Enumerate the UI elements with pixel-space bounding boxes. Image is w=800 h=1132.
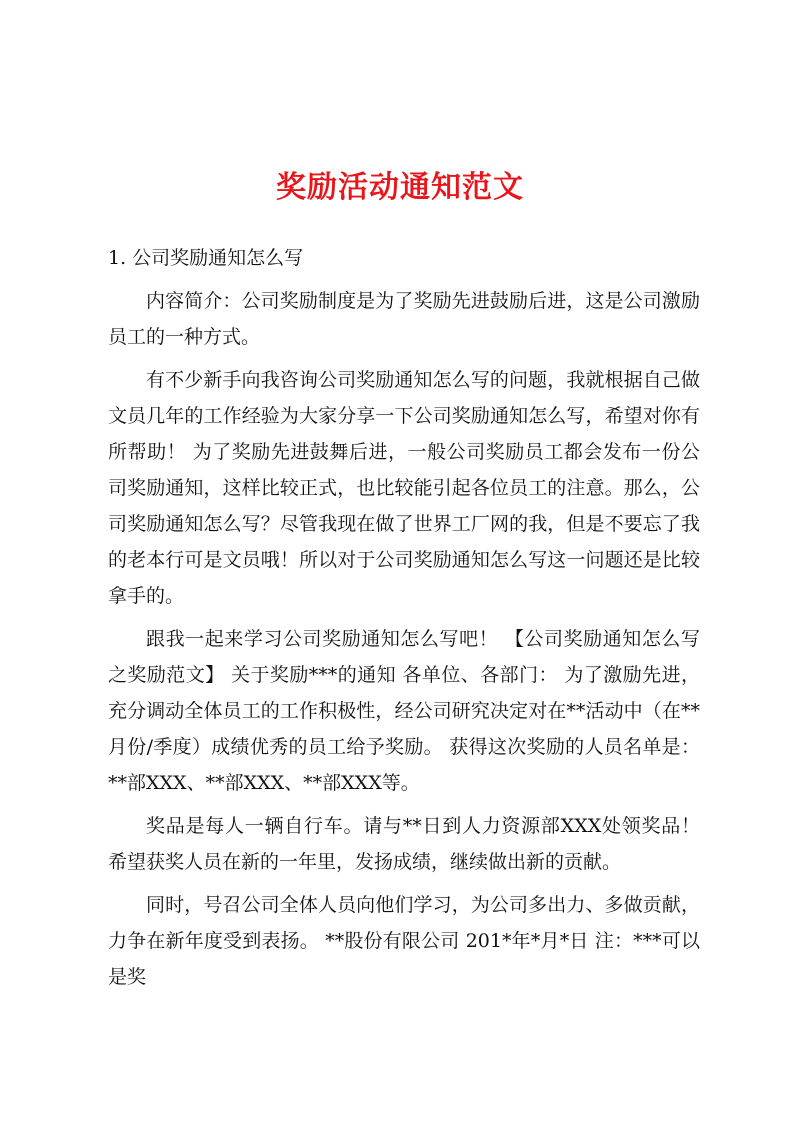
paragraph-closing: 同时，号召公司全体人员向他们学习，为公司多出力、多做贡献，力争在新年度受到表扬。 **股份有限公司 201*年*月*日 注：***可以是奖 (108, 894, 700, 988)
paragraph-prize: 奖品是每人一辆自行车。请与**日到人力资源部XXX处领奖品！ 希望获奖人员在新的一年里，发扬成绩，继续做出新的贡献。 (108, 815, 700, 873)
document-title: 奖励活动通知范文 (276, 170, 524, 205)
paragraph-intro: 内容简介：公司奖励制度是为了奖励先进鼓励后进，这是公司激励员工的一种方式。 (108, 290, 700, 348)
document-body (108, 240, 700, 1002)
paragraph-sample-notice: 跟我一起来学习公司奖励通知怎么写吧！ 【公司奖励通知怎么写之奖励范文】 关于奖励***的通知 各单位、各部门： 为了激励先进，充分调动全体员工的工作积极性，经公司研究决定对在**活动中（在**月份/季度）成绩优秀的员工给予奖励。 获得这次奖励的人员名单是：**部XXX、**部XXX、**部XXX等。 (108, 628, 700, 794)
paragraph-background: 有不少新手向我咨询公司奖励通知怎么写的问题，我就根据自己做文员几年的工作经验为大家分享一下公司奖励通知怎么写，希望对你有所帮助！ 为了奖励先进鼓舞后进，一般公司奖励员工都会发布一份公司奖励通知，这样比较正式，也比较能引起各位员工的注意。那么，公司奖励通知怎么写？尽管我现在做了世界工厂网的我，但是不要忘了我的老本行可是文员哦！所以对于公司奖励通知怎么写这一问题还是比较拿手的。 (108, 369, 700, 607)
section-heading: 1. 公司奖励通知怎么写 (108, 247, 304, 269)
